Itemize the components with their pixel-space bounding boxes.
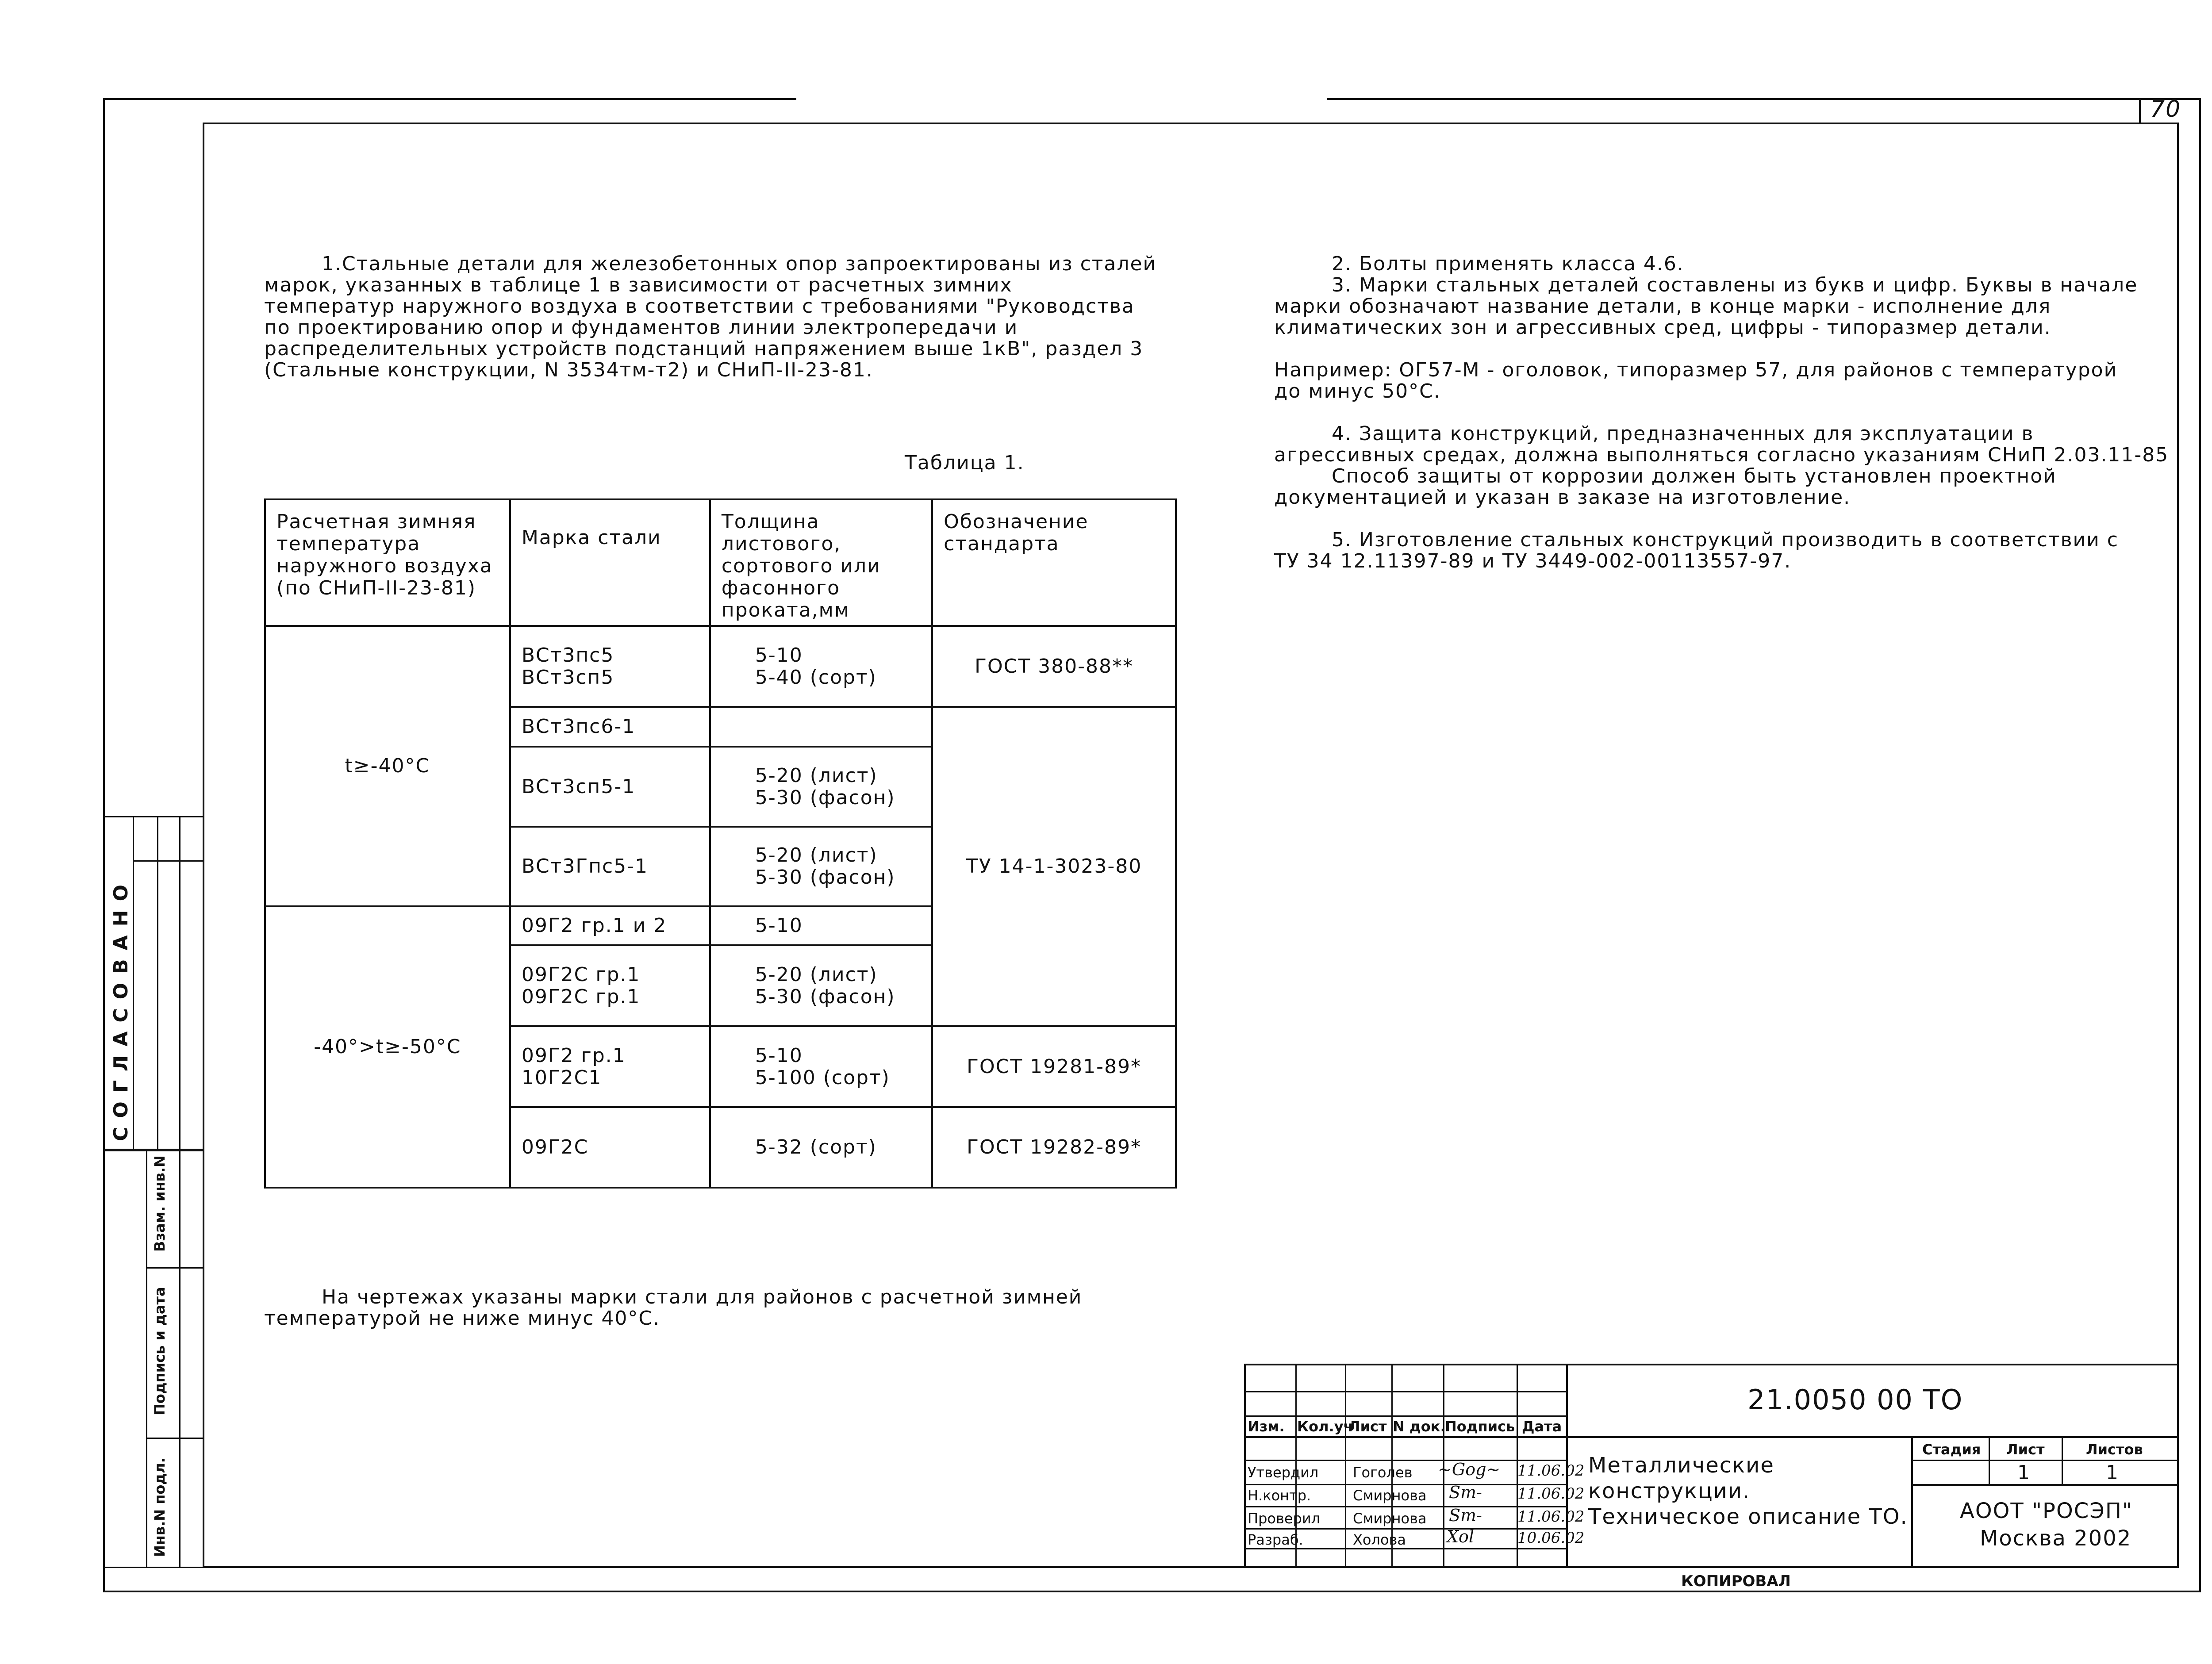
tb-col-sheet: Лист [1348,1418,1387,1435]
tb-col-date: Дата [1522,1418,1562,1435]
tb-line [1566,1436,2179,1438]
tb-date: 11.06.02 [1517,1462,1585,1480]
original-inv-label: Инв.N подл. [151,1457,168,1557]
organization: АООТ "РОСЭП" [1960,1499,2133,1523]
tb-name: Гоголев [1353,1464,1413,1481]
table-cell-thickness: 5-10 [710,906,932,945]
tb-line [1244,1415,1566,1417]
tb-line [1911,1484,2179,1486]
tb-signature: Xol [1447,1527,1475,1546]
sheets-label: Листов [2086,1441,2143,1458]
signature-date-label: Подпись и дата [151,1287,168,1415]
paragraph-line: марок, указанных в таблице 1 в зависимости от расчетных зимних [264,274,1013,296]
note-5-line: ТУ 34 12.11397-89 и ТУ 3449-002-00113557-97. [1274,550,1792,572]
table-cell-standard: ГОСТ 19281-89* [932,1026,1176,1107]
note-4-line: агрессивных средах, должна выполняться согласно указаниям СНиП 2.03.11-85 [1274,444,2169,466]
side-stamp-line [146,1150,147,1568]
document-title-line: Металлические [1588,1453,1774,1478]
tb-line [1989,1436,1990,1484]
tb-col-doc: N док. [1393,1418,1446,1435]
table-cell-grade: ВСт3пс6-1 [510,707,710,747]
table-cell-grade: 09Г2С [510,1107,710,1188]
table-caption: Таблица 1. [905,452,1025,474]
table-cell-grade: ВСт3пс5 ВСт3сп5 [510,626,710,707]
tb-line [1244,1506,1566,1507]
side-stamp-line [133,816,134,1150]
paragraph-line: температур наружного воздуха в соответствии с требованиями "Руководства [264,295,1135,318]
table-cell-standard: ТУ 14-1-3023-80 [932,707,1176,1026]
document-title-line: Техническое описание ТО. [1588,1504,1908,1529]
note-2: 2. Болты применять класса 4.6. [1332,253,1684,275]
sheet-value: 1 [2017,1461,2031,1484]
tb-name: Смирнова [1353,1487,1427,1504]
table-cell-standard: ГОСТ 380-88** [932,626,1176,707]
page-number-divider [2139,98,2141,123]
table-cell-thickness: 5-10 5-40 (сорт) [710,626,932,707]
tb-line [1244,1460,1566,1461]
table-cell-standard: ГОСТ 19282-89* [932,1107,1176,1188]
tb-name: Холова [1353,1531,1406,1548]
table-cell-thickness: 5-32 (сорт) [710,1107,932,1188]
city-year: Москва 2002 [1980,1526,2132,1551]
side-stamp-line [157,816,158,1150]
table-cell-grade: 09Г2 гр.1 10Г2С1 [510,1026,710,1107]
side-stamp-line [133,860,204,862]
table-cell-thickness: 5-20 (лист) 5-30 (фасон) [710,827,932,906]
side-stamp-line [146,1438,204,1439]
steel-grades-table [264,498,1177,1189]
example-line: Например: ОГ57-М - оголовок, типоразмер 57, для районов с температурой [1274,359,2118,381]
sheet-label: Лист [2006,1441,2045,1458]
tb-line [2062,1436,2063,1484]
tb-line [1244,1436,1566,1438]
replacement-inv-label: Взам. инв.N [151,1155,168,1252]
tb-line [1244,1391,1566,1392]
note-4-line: 4. Защита конструкций, предназначенных для эксплуатации в [1332,422,2034,445]
page-number: 70 [2150,96,2181,123]
tb-signature: Sm- [1449,1506,1482,1525]
tb-date: 11.06.02 [1517,1508,1585,1526]
paragraph-line: по проектированию опор и фундаментов линии электропередачи и [264,316,1018,339]
side-stamp-line [179,816,180,1150]
document-title-line: конструкции. [1588,1479,1751,1503]
tb-signature: Sm- [1449,1483,1482,1502]
table-cell-grade: 09Г2С гр.1 09Г2С гр.1 [510,945,710,1026]
tb-date: 10.06.02 [1517,1529,1585,1547]
tb-name: Смирнова [1353,1510,1427,1527]
stage-label: Стадия [1922,1441,1981,1458]
note-4-line: Способ защиты от коррозии должен быть установлен проектной [1332,465,2057,487]
table-cell-thickness: 5-20 (лист) 5-30 (фасон) [710,747,932,827]
table-cell-grade: 09Г2 гр.1 и 2 [510,906,710,945]
note-3-line: климатических зон и агрессивных сред, цифры - типоразмер детали. [1274,316,2051,339]
temp-group-1: t≥-40°С [265,626,510,906]
paragraph-line: 1.Стальные детали для железобетонных опор запроектированы из сталей [322,253,1157,275]
tb-col-signature: Подпись [1445,1418,1515,1435]
tb-col-change: Изм. [1248,1418,1285,1435]
paragraph-line: (Стальные конструкции, N 3534тм-т2) и СНиП-II-23-81. [264,359,873,381]
side-stamp-line [146,1267,204,1269]
tb-line [1911,1436,1913,1568]
table-header-grade: Марка стали [510,499,710,626]
table-cell-grade: ВСт3сп5-1 [510,747,710,827]
note-line: На чертежах указаны марки стали для районов с расчетной зимней [322,1286,1083,1308]
paragraph-line: распределительных устройств подстанций напряжением выше 1кВ", раздел 3 [264,337,1144,360]
note-line: температурой не ниже минус 40°С. [264,1307,661,1330]
temp-group-2: -40°>t≥-50°С [265,906,510,1188]
tb-line [1244,1548,1566,1549]
table-cell-thickness: 5-10 5-100 (сорт) [710,1026,932,1107]
copied-label: КОПИРОВАЛ [1681,1572,1791,1590]
tb-role: Утвердил [1248,1464,1319,1481]
top-dash [796,98,1327,101]
note-4-line: документацией и указан в заказе на изготовление. [1274,486,1851,509]
note-3-line: 3. Марки стальных деталей составлены из букв и цифр. Буквы в начале [1332,274,2138,296]
tb-role: Проверил [1248,1510,1321,1527]
tb-col-qty: Кол.уч [1297,1418,1353,1435]
table-cell-thickness: 5-20 (лист) 5-30 (фасон) [710,945,932,1026]
table-header-standard: Обозначение стандарта [932,499,1176,626]
tb-signature: ~Gog~ [1438,1460,1501,1479]
table-header-thickness: Толщина листового, сортового или фасонного проката,мм [710,499,932,626]
document-number: 21.0050 00 ТО [1747,1384,1963,1416]
tb-role: Разраб. [1248,1531,1303,1548]
note-3-line: марки обозначают название детали, в конце марки - исполнение для [1274,295,2051,318]
tb-date: 11.06.02 [1517,1485,1585,1503]
side-stamp-line [179,1150,180,1568]
sheets-value: 1 [2106,1461,2119,1484]
agreed-label: СОГЛАСОВАНО [110,876,132,1141]
table-cell-thickness [710,707,932,747]
table-header-temperature: Расчетная зимняя температура наружного воздуха (по СНиП-II-23-81) [265,499,510,626]
example-line: до минус 50°С. [1274,380,1441,403]
tb-line [1345,1364,1346,1568]
tb-role: Н.контр. [1248,1487,1311,1504]
table-cell-grade: ВСт3Гпс5-1 [510,827,710,906]
tb-line [1911,1460,2179,1461]
note-5-line: 5. Изготовление стальных конструкций производить в соответствии с [1332,529,2119,551]
